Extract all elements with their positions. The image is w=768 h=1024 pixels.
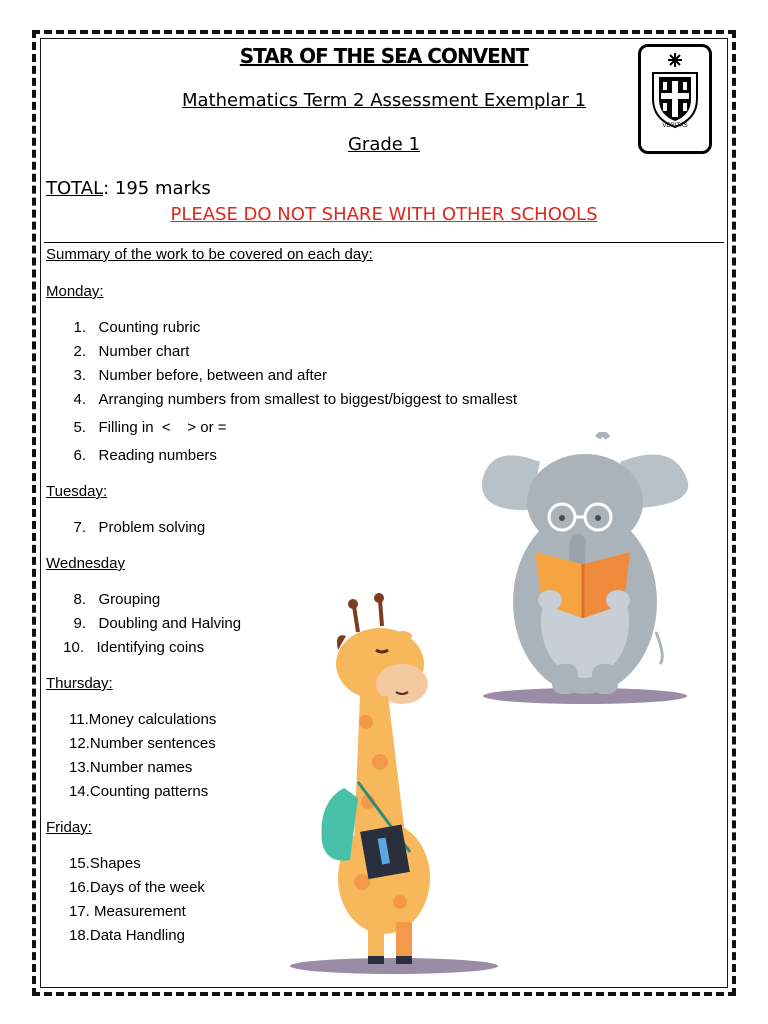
shield-icon xyxy=(641,47,709,151)
day-heading-tuesday: Tuesday: xyxy=(46,483,108,500)
grade-label: Grade 1 xyxy=(347,134,421,155)
list-item: 7. Problem solving xyxy=(73,519,206,536)
list-item: 9. Doubling and Halving xyxy=(73,615,242,632)
list-item: 5. Filling in < > or = xyxy=(73,419,227,436)
list-item: 8. Grouping xyxy=(73,591,161,608)
total-marks xyxy=(46,178,211,199)
list-item: 2. Number chart xyxy=(73,343,190,360)
list-item: 11.Money calculations xyxy=(69,711,217,728)
list-item: 12.Number sentences xyxy=(69,735,216,752)
list-item: 4. Arranging numbers from smallest to biggest/biggest to smallest xyxy=(73,391,518,408)
list-item: 3. Number before, between and after xyxy=(73,367,327,384)
day-heading-monday: Monday: xyxy=(46,283,104,300)
list-item: 13.Number names xyxy=(69,759,193,776)
giraffe-illustration xyxy=(284,592,504,976)
total-value: : 195 marks xyxy=(103,178,211,199)
total-label: TOTAL xyxy=(46,178,104,199)
school-title: STAR OF THE SEA CONVENT xyxy=(239,44,529,68)
list-item: 18.Data Handling xyxy=(69,927,185,944)
list-item: 16.Days of the week xyxy=(69,879,205,896)
day-heading-thursday: Thursday: xyxy=(46,675,113,692)
school-crest-logo xyxy=(638,44,712,154)
list-item: 17. Measurement xyxy=(69,903,186,920)
day-heading-wednesday: Wednesday xyxy=(46,555,125,572)
list-item: 15.Shapes xyxy=(69,855,141,872)
list-item: 14.Counting patterns xyxy=(69,783,209,800)
logo-text: VERITAS xyxy=(662,123,688,129)
assessment-title: Mathematics Term 2 Assessment Exemplar 1 xyxy=(181,90,587,111)
summary-heading: Summary of the work to be covered on each day: xyxy=(46,246,373,263)
list-item: 1. Counting rubric xyxy=(73,319,201,336)
elephant-reading-illustration xyxy=(470,432,700,708)
list-item: 6. Reading numbers xyxy=(73,447,217,464)
day-heading-friday: Friday: xyxy=(46,819,92,836)
header-divider xyxy=(44,242,724,243)
list-item: 10. Identifying coins xyxy=(63,639,205,656)
share-warning: PLEASE DO NOT SHARE WITH OTHER SCHOOLS xyxy=(170,204,598,225)
